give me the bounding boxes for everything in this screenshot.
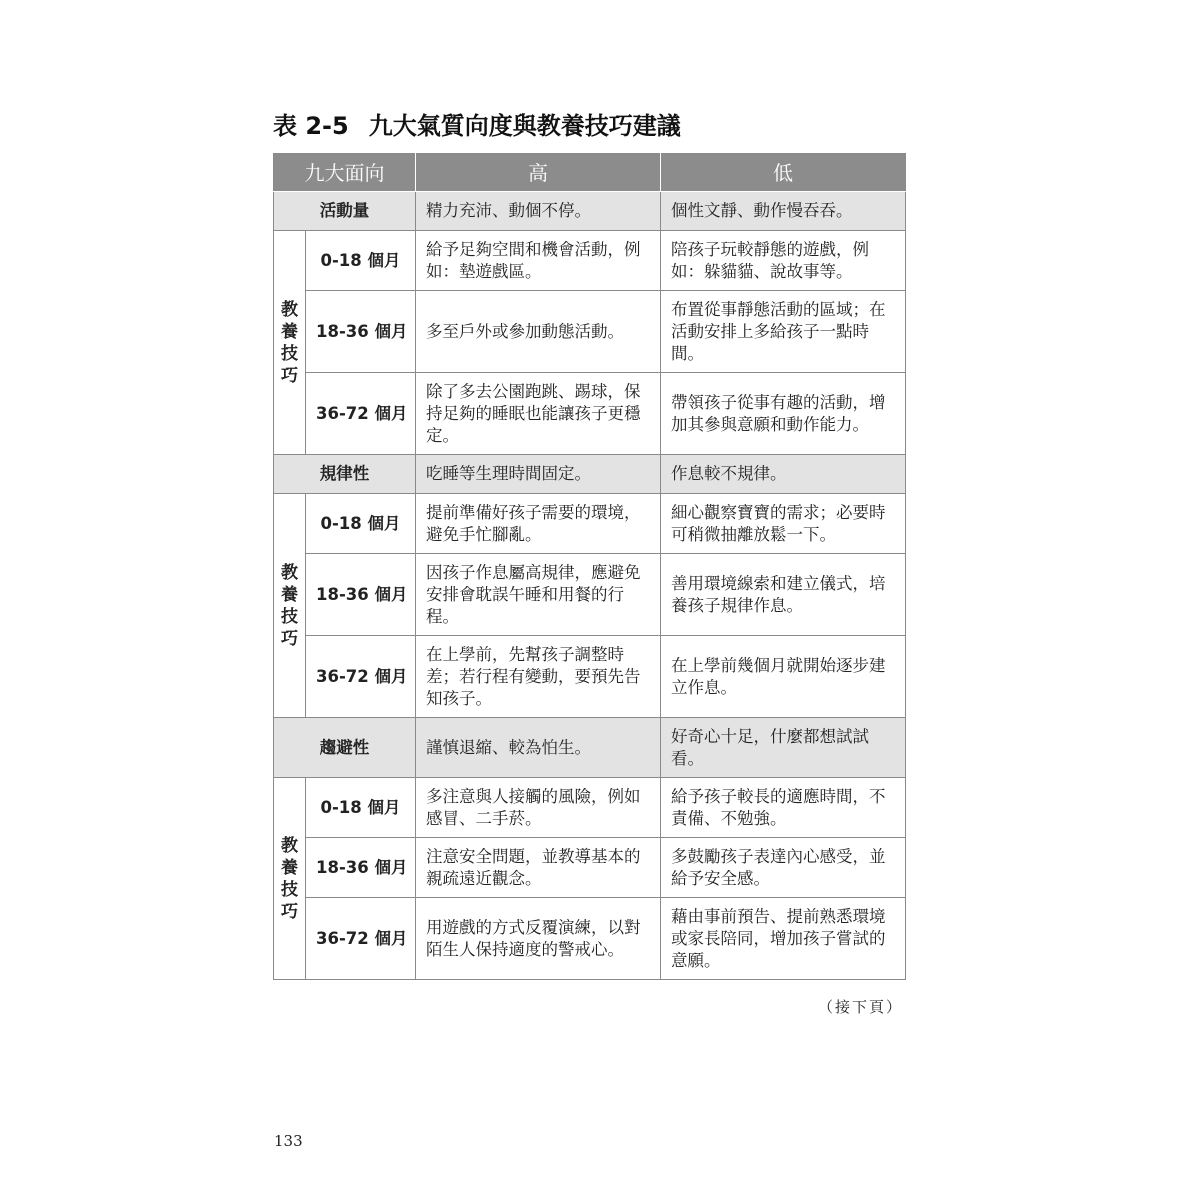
- table-row: [274, 636, 906, 718]
- tip-low: 帶領孩子從事有趣的活動，增加其參與意願和動作能力。: [661, 373, 906, 455]
- table-title-text: 九大氣質向度與教養技巧建議: [368, 112, 681, 140]
- category-high: 謹慎退縮、較為怕生。: [416, 718, 661, 778]
- tip-low: 善用環境線索和建立儀式，培養孩子規律作息。: [661, 554, 906, 636]
- table-row: [274, 838, 906, 898]
- table-number: 表 2-5: [273, 112, 349, 140]
- continued-note: （接下頁）: [818, 998, 904, 1016]
- table-title: [273, 106, 681, 141]
- table-row: [274, 494, 906, 554]
- age-label: 18-36 個月: [306, 291, 416, 373]
- tip-high: 給予足夠空間和機會活動，例如：墊遊戲區。: [416, 231, 661, 291]
- age-label: 0-18 個月: [306, 231, 416, 291]
- page-number: 133: [274, 1132, 303, 1150]
- header-high: 高: [416, 154, 661, 192]
- header-dimension: 九大面向: [274, 154, 416, 192]
- category-high: 精力充沛、動個不停。: [416, 192, 661, 231]
- tip-low: 布置從事靜態活動的區域；在活動安排上多給孩子一點時間。: [661, 291, 906, 373]
- category-low: 好奇心十足，什麼都想試試看。: [661, 718, 906, 778]
- tip-low: 細心觀察寶寶的需求；必要時可稍微抽離放鬆一下。: [661, 494, 906, 554]
- parenting-tips-label: 教 養 技 巧: [274, 778, 306, 980]
- tip-low: 藉由事前預告、提前熟悉環境或家長陪同，增加孩子嘗試的意願。: [661, 898, 906, 980]
- header-low: 低: [661, 154, 906, 192]
- category-name: 趨避性: [274, 718, 416, 778]
- tip-low: 陪孩子玩較靜態的遊戲，例如：躲貓貓、說故事等。: [661, 231, 906, 291]
- tip-low: 多鼓勵孩子表達內心感受，並給予安全感。: [661, 838, 906, 898]
- tip-high: 用遊戲的方式反覆演練，以對陌生人保持適度的警戒心。: [416, 898, 661, 980]
- age-label: 0-18 個月: [306, 494, 416, 554]
- category-name: 規律性: [274, 455, 416, 494]
- age-label: 18-36 個月: [306, 838, 416, 898]
- table-row: [274, 898, 906, 980]
- age-label: 36-72 個月: [306, 373, 416, 455]
- age-label: 0-18 個月: [306, 778, 416, 838]
- tip-high: 提前準備好孩子需要的環境，避免手忙腳亂。: [416, 494, 661, 554]
- tip-low: 給予孩子較長的適應時間，不責備、不勉強。: [661, 778, 906, 838]
- category-high: 吃睡等生理時間固定。: [416, 455, 661, 494]
- age-label: 36-72 個月: [306, 898, 416, 980]
- tip-high: 除了多去公園跑跳、踢球，保持足夠的睡眠也能讓孩子更穩定。: [416, 373, 661, 455]
- table-row: [274, 231, 906, 291]
- table-row: [274, 373, 906, 455]
- age-label: 18-36 個月: [306, 554, 416, 636]
- parenting-tips-label: 教 養 技 巧: [274, 231, 306, 455]
- category-low: 作息較不規律。: [661, 455, 906, 494]
- tip-high: 多至戶外或參加動態活動。: [416, 291, 661, 373]
- category-low: 個性文靜、動作慢吞吞。: [661, 192, 906, 231]
- tip-high: 多注意與人接觸的風險，例如感冒、二手菸。: [416, 778, 661, 838]
- table-row: [274, 778, 906, 838]
- temperament-table: [273, 153, 906, 980]
- table-row: [274, 291, 906, 373]
- age-label: 36-72 個月: [306, 636, 416, 718]
- parenting-tips-label: 教 養 技 巧: [274, 494, 306, 718]
- category-row: [274, 192, 906, 231]
- tip-high: 在上學前，先幫孩子調整時差；若行程有變動，要預先告知孩子。: [416, 636, 661, 718]
- tip-high: 注意安全問題，並教導基本的親疏遠近觀念。: [416, 838, 661, 898]
- category-row: [274, 455, 906, 494]
- tip-high: 因孩子作息屬高規律，應避免安排會耽誤午睡和用餐的行程。: [416, 554, 661, 636]
- header-row: [274, 154, 906, 192]
- category-name: 活動量: [274, 192, 416, 231]
- category-row: [274, 718, 906, 778]
- tip-low: 在上學前幾個月就開始逐步建立作息。: [661, 636, 906, 718]
- table-row: [274, 554, 906, 636]
